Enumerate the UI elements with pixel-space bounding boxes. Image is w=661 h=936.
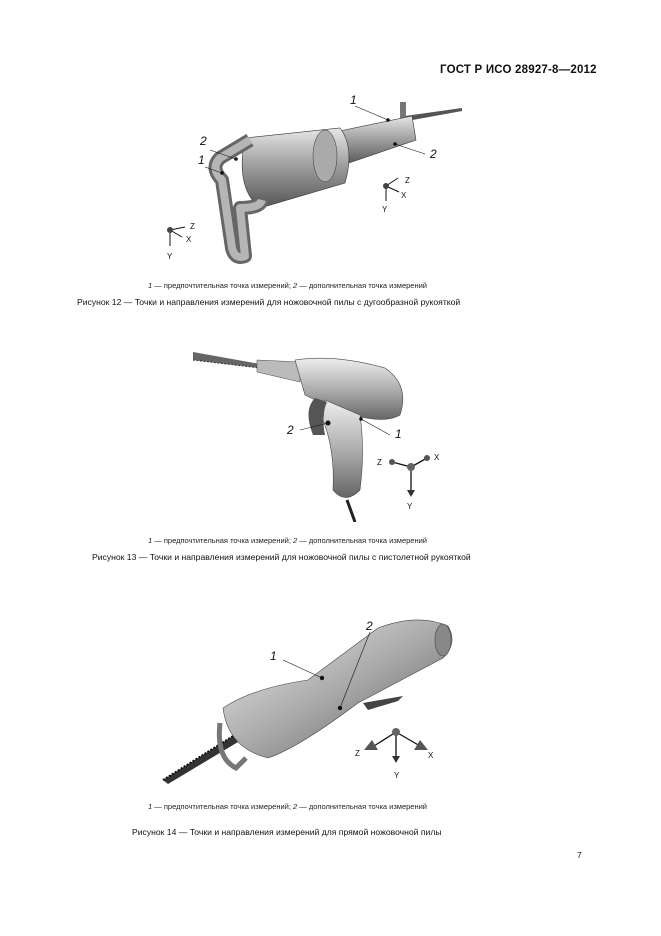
fig12-axis-x-left: X	[186, 235, 192, 244]
fig13-axis-y: Y	[407, 502, 413, 511]
fig12-axis-y-right: Y	[382, 205, 388, 214]
fig14-label-2: 2	[366, 619, 373, 633]
legend-number-1: 1	[148, 281, 153, 290]
figure-13-caption: Рисунок 13 — Точки и направления измерений для ножовочной пилы с пистолетной рукояткой	[92, 552, 471, 562]
legend-text-2: — дополнительная точка измерений	[297, 536, 427, 545]
figure-12-caption: Рисунок 12 — Точки и направления измерений для ножовочной пилы с дугообразной рукояткой	[77, 297, 461, 307]
fig13-axis-z: Z	[377, 458, 382, 467]
figure-14-caption: Рисунок 14 — Точки и направления измерений для прямой ножовочной пилы	[132, 827, 442, 837]
figure-13-legend	[148, 536, 427, 545]
fig12-axis-z-left: Z	[190, 222, 195, 231]
page-number: 7	[577, 850, 582, 860]
fig12-label-1-left: 1	[198, 153, 205, 167]
legend-text-2: — дополнительная точка измерений	[297, 281, 427, 290]
legend-text-1: — предпочтительная точка измерений;	[152, 802, 294, 811]
document-header: ГОСТ Р ИСО 28927-8—2012	[440, 64, 597, 76]
fig12-axis-x-right: X	[401, 191, 407, 200]
figure-14-legend	[148, 802, 427, 811]
fig12-axis-z-right: Z	[405, 176, 410, 185]
legend-number-2: 2	[293, 802, 298, 811]
fig14-axis-y: Y	[394, 771, 400, 780]
legend-text-1: — предпочтительная точка измерений;	[152, 536, 294, 545]
fig12-label-2-right: 2	[430, 147, 437, 161]
legend-number-1: 1	[148, 536, 153, 545]
fig12-label-1-top: 1	[350, 93, 357, 107]
fig13-label-1: 1	[395, 427, 402, 441]
fig13-label-2: 2	[287, 423, 294, 437]
fig13-axis-x: X	[434, 453, 440, 462]
figure-12-illustration	[150, 88, 470, 270]
legend-number-1: 1	[148, 802, 153, 811]
fig14-label-1: 1	[270, 649, 277, 663]
legend-number-2: 2	[293, 281, 298, 290]
legend-text-2: — дополнительная точка измерений	[297, 802, 427, 811]
fig14-axis-z: Z	[355, 749, 360, 758]
fig14-axis-x: X	[428, 751, 434, 760]
fig12-axis-y-left: Y	[167, 252, 173, 261]
fig12-label-2-left: 2	[200, 134, 207, 148]
legend-number-2: 2	[293, 536, 298, 545]
figure-13-illustration	[185, 340, 445, 522]
figure-14-illustration	[158, 608, 468, 788]
legend-text-1: — предпочтительная точка измерений;	[152, 281, 294, 290]
figure-12-legend	[148, 281, 427, 290]
